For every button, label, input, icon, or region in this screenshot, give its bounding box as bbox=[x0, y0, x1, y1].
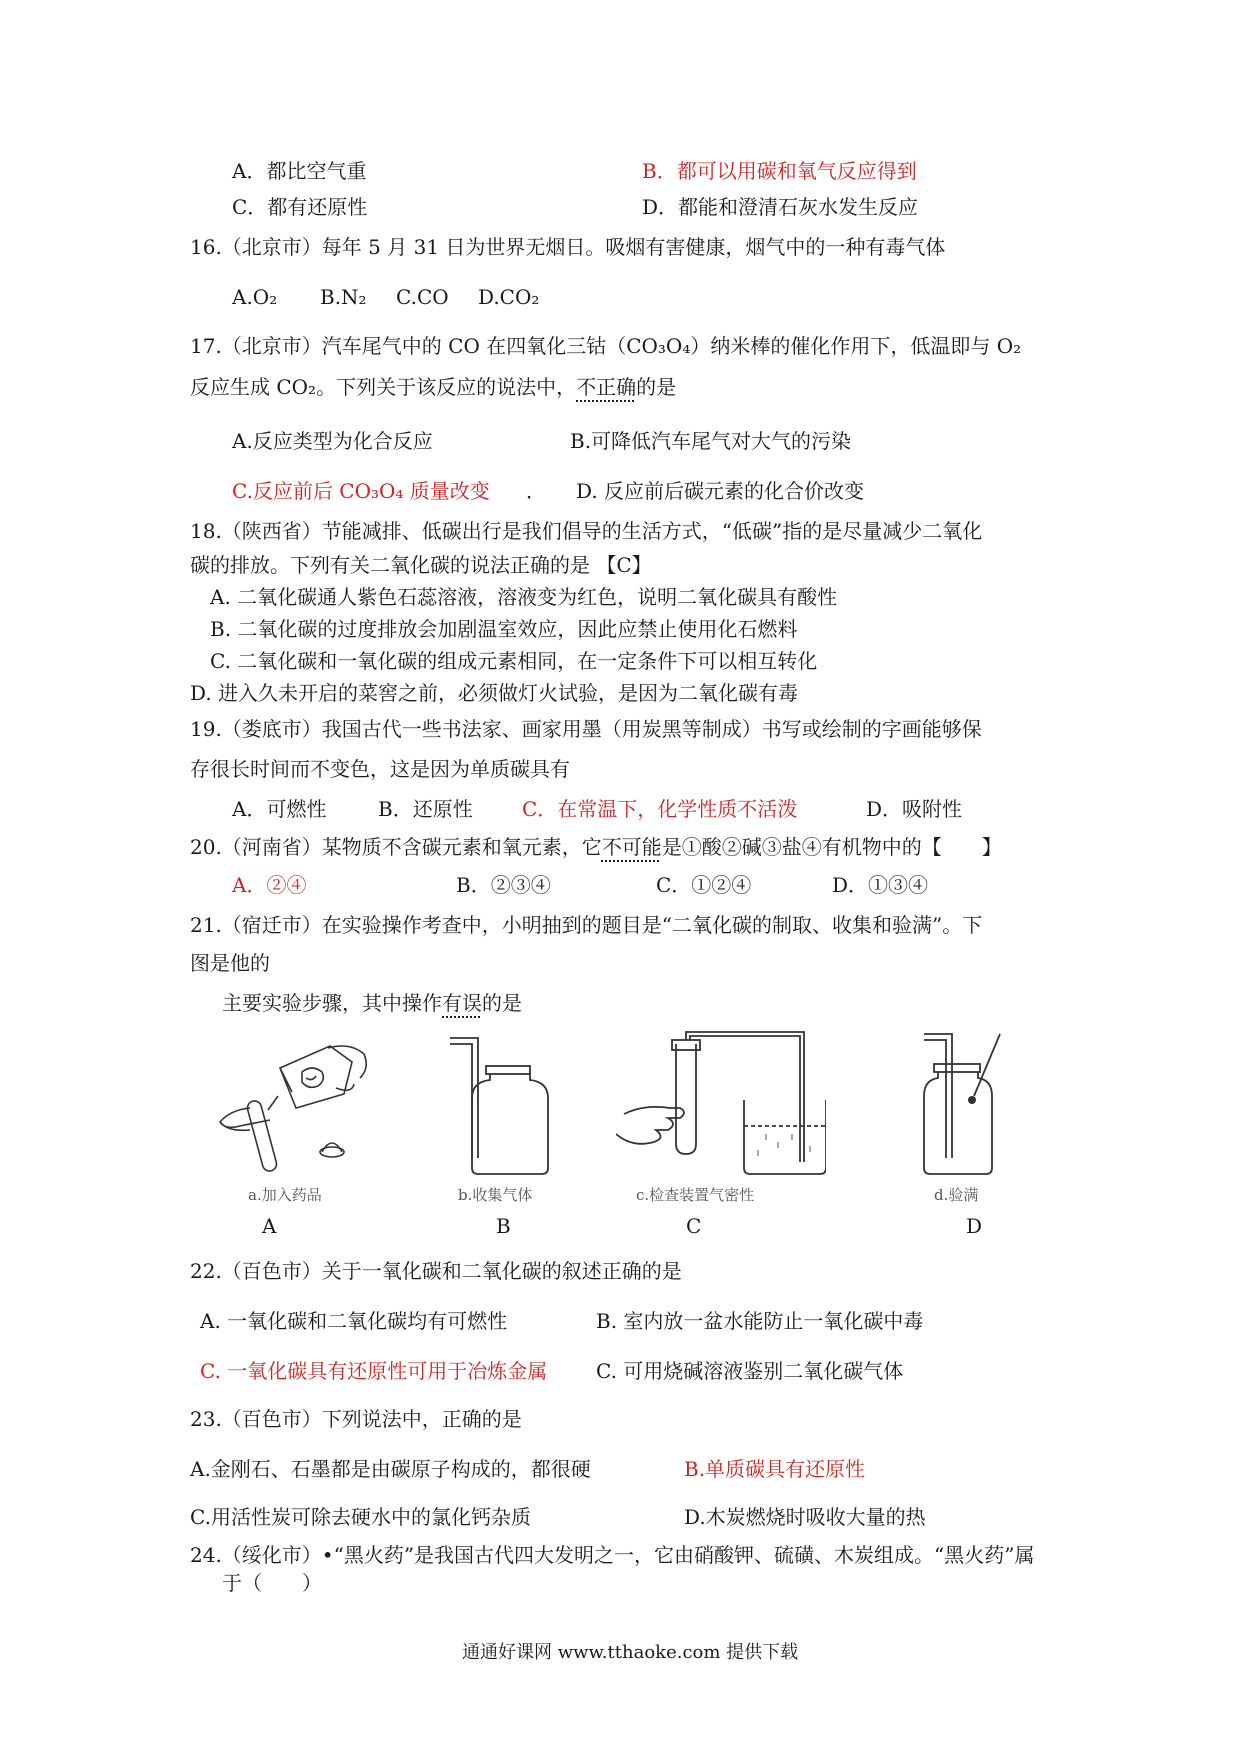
q19-option-b: B．还原性 bbox=[378, 797, 473, 821]
q19-option-d: D．吸附性 bbox=[866, 797, 963, 821]
q23-option-d: D.木炭燃烧时吸收大量的热 bbox=[684, 1505, 926, 1529]
q21-stem-text: 主要实验步骤，其中操作 bbox=[222, 991, 442, 1015]
q21-stem-line1: 21.（宿迁市）在实验操作考查中，小明抽到的题目是“二氧化碳的制取、收集和验满”。下 bbox=[190, 913, 983, 937]
q17-stem-line2 bbox=[190, 374, 676, 400]
q18-option-c: C. 二氧化碳和一氧化碳的组成元素相同，在一定条件下可以相互转化 bbox=[210, 649, 818, 673]
q18-option-b: B. 二氧化碳的过度排放会加剧温室效应，因此应禁止使用化石燃料 bbox=[210, 617, 798, 641]
q17-option-c: C.反应前后 CO₃O₄ 质量改变 bbox=[232, 479, 490, 503]
figure-d-letter: D bbox=[966, 1214, 983, 1238]
figure-a-caption: a.加入药品 bbox=[248, 1186, 322, 1204]
q22-option-c: C. 一氧化碳具有还原性可用于冶炼金属 bbox=[200, 1359, 548, 1383]
figure-c-caption: c.检查装置气密性 bbox=[636, 1186, 755, 1204]
figure-c-letter: C bbox=[686, 1214, 702, 1238]
add-reagent-figure bbox=[210, 1030, 380, 1180]
q20-option-b: B．②③④ bbox=[456, 873, 551, 897]
q15-option-d: D．都能和澄清石灰水发生反应 bbox=[642, 195, 919, 219]
q17-option-a: A.反应类型为化合反应 bbox=[232, 429, 433, 453]
q24-stem-line2: 于（ ） bbox=[222, 1571, 322, 1595]
q23-option-c: C.用活性炭可除去硬水中的氯化钙杂质 bbox=[190, 1505, 531, 1529]
q20-stem bbox=[190, 834, 1002, 860]
q17-stem-end: 的是 bbox=[636, 375, 677, 399]
q15-option-c: C．都有还原性 bbox=[232, 195, 368, 219]
q23-option-a: A.金刚石、石墨都是由碳原子构成的，都很硬 bbox=[190, 1457, 591, 1481]
figure-b-letter: B bbox=[496, 1214, 511, 1238]
q20-option-a: A．②④ bbox=[232, 873, 307, 897]
q20-stem-end: 是①酸②碱③盐④有机物中的【 】 bbox=[661, 835, 1002, 859]
q23-stem: 23.（百色市）下列说法中，正确的是 bbox=[190, 1407, 522, 1431]
page-footer: 通通好课网 www.tthaoke.com 提供下载 bbox=[462, 1642, 799, 1663]
collect-gas-figure bbox=[440, 1030, 570, 1180]
figure-a-letter: A bbox=[262, 1214, 277, 1238]
q18-option-d: D. 进入久未开启的菜窖之前，必须做灯火试验，是因为二氧化碳有毒 bbox=[190, 681, 799, 705]
q20-option-c: C．①②④ bbox=[656, 873, 752, 897]
q16-option-b: B.N₂ bbox=[320, 285, 367, 309]
figure-d-caption: d.验满 bbox=[934, 1186, 979, 1204]
q21-stem-end: 的是 bbox=[482, 991, 522, 1015]
q19-option-a: A．可燃性 bbox=[232, 797, 327, 821]
q15-option-b: B．都可以用碳和氧气反应得到 bbox=[642, 159, 917, 183]
q16-option-a: A.O₂ bbox=[232, 285, 278, 309]
q18-option-a: A. 二氧化碳通人紫色石蕊溶液，溶液变为红色，说明二氧化碳具有酸性 bbox=[210, 585, 838, 609]
q23-option-b: B.单质碳具有还原性 bbox=[684, 1457, 866, 1481]
q21-stem-line2: 图是他的 bbox=[190, 951, 270, 975]
q20-emphasis: 不可能 bbox=[601, 835, 662, 859]
q17-stem-text: 反应生成 CO₂。下列关于该反应的说法中， bbox=[190, 375, 577, 399]
airtightness-check-figure bbox=[616, 1030, 826, 1180]
q21-stem-line3 bbox=[222, 990, 522, 1016]
q22-option-d: C. 可用烧碱溶液鉴别二氧化碳气体 bbox=[596, 1359, 904, 1383]
q22-option-a: A. 一氧化碳和二氧化碳均有可燃性 bbox=[200, 1309, 508, 1333]
q20-option-d: D．①③④ bbox=[832, 873, 929, 897]
q17-dot: ． bbox=[526, 479, 546, 503]
check-full-figure bbox=[920, 1030, 1020, 1180]
q24-stem-line1: 24.（绥化市）•“黑火药”是我国古代四大发明之一，它由硝酸钾、硫磺、木炭组成。“黑火药”属 bbox=[190, 1543, 1035, 1567]
q19-stem-line1: 19.（娄底市）我国古代一些书法家、画家用墨（用炭黑等制成）书写或绘制的字画能够保 bbox=[190, 717, 982, 741]
q22-stem: 22.（百色市）关于一氧化碳和二氧化碳的叙述正确的是 bbox=[190, 1259, 682, 1283]
q22-option-b: B. 室内放一盆水能防止一氧化碳中毒 bbox=[596, 1309, 924, 1333]
q18-stem-line2: 碳的排放。下列有关二氧化碳的说法正确的是 【C】 bbox=[190, 553, 652, 577]
q17-option-b: B.可降低汽车尾气对大气的污染 bbox=[570, 429, 852, 453]
q19-stem-line2: 存很长时间而不变色，这是因为单质碳具有 bbox=[190, 757, 570, 781]
q19-option-c: C．在常温下，化学性质不活泼 bbox=[522, 797, 798, 821]
q17-emphasis: 不正确 bbox=[576, 375, 637, 399]
q17-option-d: D. 反应前后碳元素的化合价改变 bbox=[576, 479, 865, 503]
q20-stem-text: 20.（河南省）某物质不含碳元素和氧元素，它 bbox=[190, 835, 602, 859]
q17-stem-line1: 17.（北京市）汽车尾气中的 CO 在四氧化三钴（CO₃O₄）纳米棒的催化作用下，低温即与 O₂ bbox=[190, 334, 1022, 358]
q15-option-a: A．都比空气重 bbox=[232, 159, 367, 183]
q18-stem-line1: 18.（陕西省）节能减排、低碳出行是我们倡导的生活方式，“低碳”指的是尽量减少二氧化 bbox=[190, 519, 983, 543]
q16-option-c: C.CO bbox=[396, 285, 449, 309]
figure-b-caption: b.收集气体 bbox=[458, 1186, 533, 1204]
q16-option-d: D.CO₂ bbox=[478, 285, 540, 309]
q21-emphasis: 有误 bbox=[442, 991, 482, 1015]
q16-stem: 16.（北京市）每年 5 月 31 日为世界无烟日。吸烟有害健康，烟气中的一种有毒气体 bbox=[190, 235, 946, 259]
